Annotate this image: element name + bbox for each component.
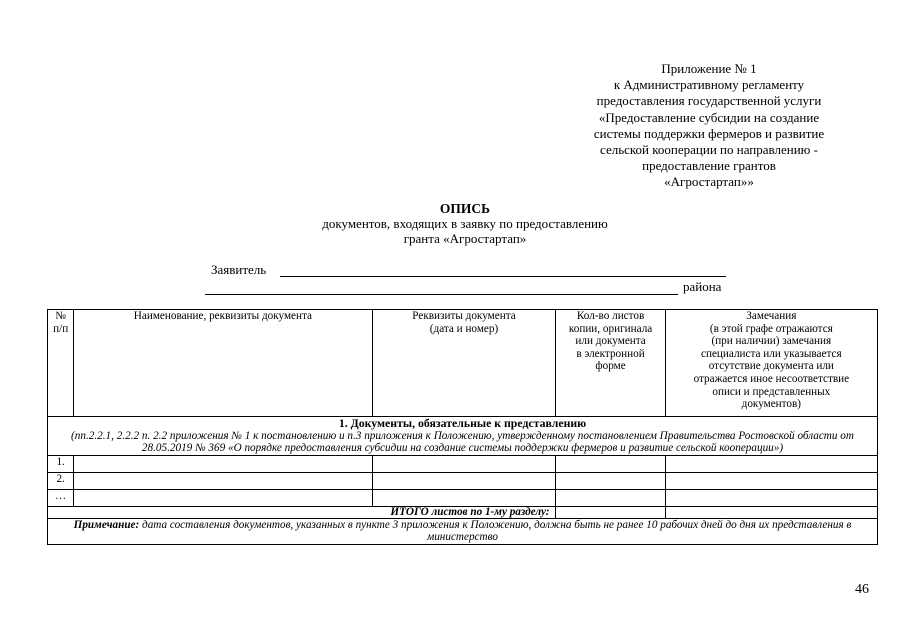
section-title: 1. Документы, обязательные к представлению (338, 416, 587, 430)
row-requisites-cell[interactable] (372, 472, 556, 489)
note-text: дата составления документов, указанных в пункте 3 приложения к Положению, должна быть не ранее 10 рабочих дней до дня их представления в министерство (139, 518, 852, 544)
page-number: 46 (855, 582, 869, 597)
appendix-line: «Агростартап»» (664, 174, 754, 190)
appendix-line: Приложение № 1 (661, 61, 757, 76)
header-remarks-text: Замечания (в этой графе отражаются (при наличии) замечания специалиста или указывается отсутствие документа или отражается иное несоответствие описи и представленных документов) (693, 310, 850, 411)
row-requisites-cell[interactable] (372, 455, 556, 472)
row-name-cell[interactable] (74, 455, 372, 472)
appendix-line: предоставления государственной услуги (596, 93, 822, 109)
header-remarks (665, 310, 877, 417)
district-label: района (683, 279, 722, 294)
document-title (230, 201, 700, 246)
appendix-line: «Предоставление субсидии на создание (598, 109, 820, 125)
header-requisites-text: Реквизиты документа (дата и номер) (412, 310, 516, 335)
total-remarks-cell[interactable] (665, 506, 877, 518)
table-row (48, 455, 878, 472)
header-name-text: Наименование, реквизиты документа (133, 310, 312, 322)
note-label: Примечание: (73, 518, 140, 531)
note-row (48, 518, 878, 544)
row-count-cell[interactable] (556, 472, 665, 489)
appendix-line: к Административному регламенту (613, 77, 805, 93)
applicant-label: Заявитель (211, 262, 267, 277)
title-subline: гранта «Агростартап» (403, 231, 527, 246)
row-remarks-cell[interactable] (665, 472, 877, 489)
section-note: (пп.2.2.1, 2.2.2 п. 2.2 приложения № 1 к постановлению и п.3 приложения к Положению, утвержденному постановлением Правительства Ростовской области от 28.05.2019 № 369 «О порядке предоставления субсидии на создание системы поддержки фермеров и развитие сельской кооперации») (71, 429, 854, 455)
total-label: ИТОГО листов по 1-му разделу: (48, 506, 556, 518)
row-num: … (48, 489, 74, 506)
title-main: ОПИСЬ (439, 201, 491, 216)
row-requisites-cell[interactable] (372, 489, 556, 506)
header-num (48, 310, 74, 417)
documents-table (47, 309, 878, 545)
row-count-cell[interactable] (556, 489, 665, 506)
section-row (48, 417, 878, 456)
appendix-header (560, 61, 858, 191)
header-name (74, 310, 372, 417)
row-remarks-cell[interactable] (665, 455, 877, 472)
header-count (556, 310, 665, 417)
row-count-cell[interactable] (556, 455, 665, 472)
total-count-cell[interactable] (556, 506, 665, 518)
row-num: 1. (48, 455, 74, 472)
row-name-cell[interactable] (74, 472, 372, 489)
district-underline (205, 294, 678, 295)
row-name-cell[interactable] (74, 489, 372, 506)
section-cell (48, 417, 878, 456)
table-header-row (48, 310, 878, 417)
title-subline: документов, входящих в заявку по предоставлению (322, 216, 608, 231)
table-row (48, 472, 878, 489)
appendix-line: сельской кооперации по направлению - (600, 142, 818, 158)
table-row (48, 489, 878, 506)
appendix-line: системы поддержки фермеров и развитие (593, 125, 825, 141)
row-remarks-cell[interactable] (665, 489, 877, 506)
header-num-text: № п/п (53, 310, 69, 335)
row-num: 2. (48, 472, 74, 489)
appendix-line: предоставление грантов (642, 158, 776, 174)
total-row (48, 506, 878, 518)
header-requisites (372, 310, 556, 417)
applicant-underline (280, 276, 726, 277)
header-count-text: Кол-во листов копии, оригинала или документа в электронной форме (568, 310, 653, 373)
note-cell (48, 518, 878, 544)
